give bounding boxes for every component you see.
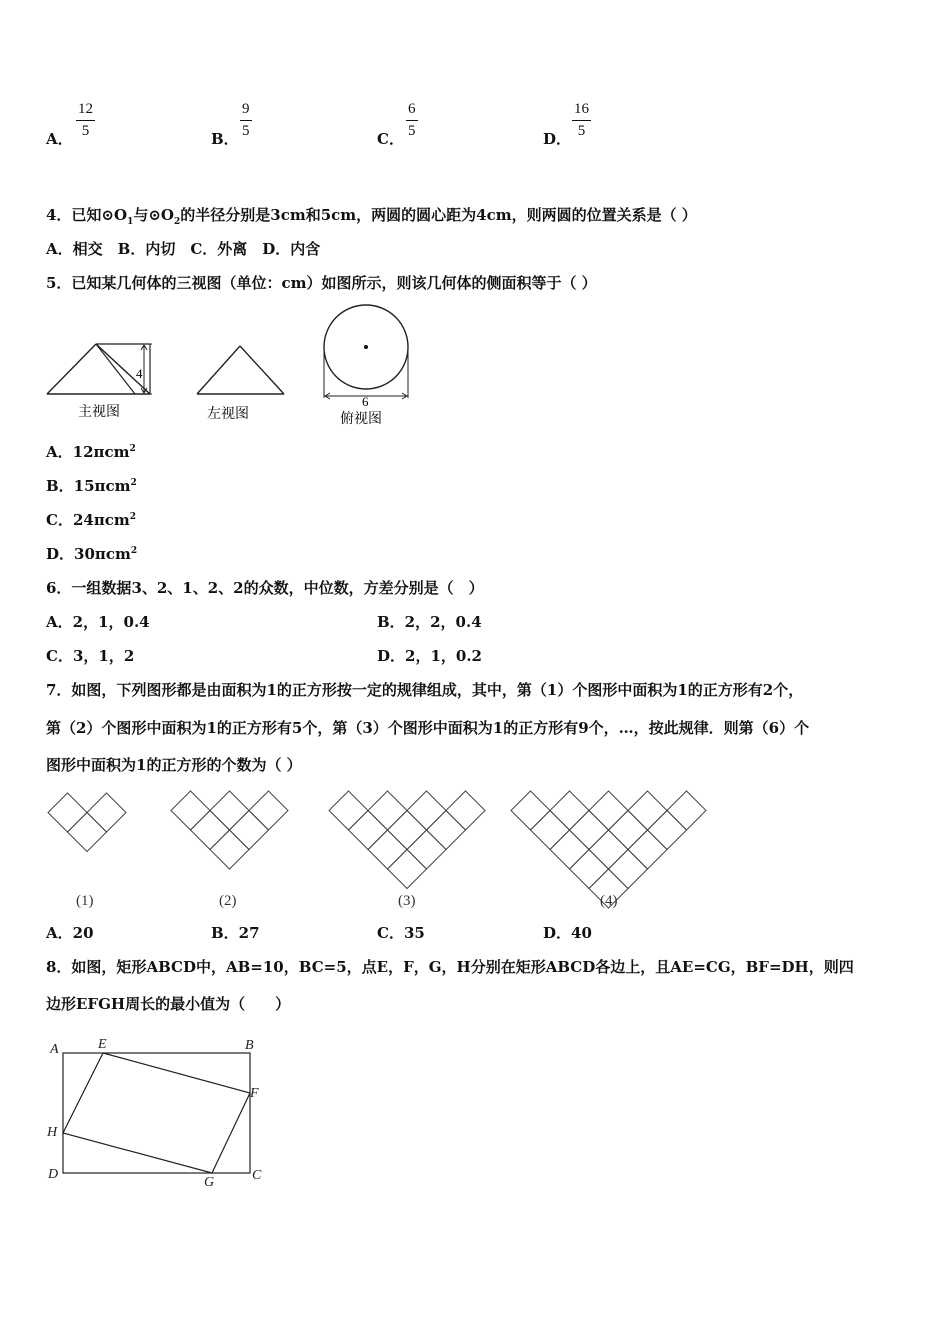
q3-option-a-denominator: 5 — [81, 123, 90, 139]
q3-option-c-fraction — [406, 101, 418, 140]
q3-option-c-letter: C． — [377, 130, 404, 148]
q5-option-b — [46, 475, 137, 496]
q3-option-b-denominator: 5 — [242, 123, 250, 139]
q7-square-fig4-r3-c0 — [570, 850, 609, 889]
q4-sub2: 2 — [173, 217, 181, 227]
q7-square-fig4-r0-c3 — [628, 791, 667, 830]
q7-square-fig2-r2-c0 — [210, 830, 249, 869]
q7-square-fig4-r1-c1 — [570, 811, 609, 850]
width-label: 6 — [362, 394, 369, 409]
q5-option-b-text: B．15πcm — [46, 477, 131, 495]
q4-stem-part1: 4．已知⊙O — [46, 206, 128, 224]
q3-option-c-numerator: 6 — [406, 101, 418, 121]
q7-caption-4: (4) — [600, 893, 618, 909]
q5-option-c-sup: 2 — [129, 512, 137, 522]
q7-square-fig4-r1-c2 — [609, 811, 648, 850]
label-e: E — [98, 1037, 107, 1052]
q7-square-fig4-r2-c2 — [628, 830, 667, 869]
q7-square-fig4-r0-c1 — [550, 791, 589, 830]
q7-square-fig3-r0-c1 — [368, 791, 407, 830]
q7-square-fig4-r0-c4 — [667, 791, 706, 830]
q7-square-fig1-r1-c0 — [68, 813, 107, 852]
q7-square-fig3-r2-c0 — [368, 830, 407, 869]
q3-option-b-fraction — [240, 101, 252, 140]
q5-option-d-text: D．30πcm — [46, 545, 131, 563]
q7-square-fig3-r0-c2 — [407, 791, 446, 830]
q7-square-fig4-r3-c1 — [609, 850, 648, 889]
q7-square-fig3-r0-c0 — [329, 791, 368, 830]
q7-square-fig4-r2-c0 — [550, 830, 589, 869]
q4-stem — [46, 204, 697, 227]
q3-option-b-letter: B． — [211, 130, 239, 148]
q7-square-fig4-r0-c2 — [589, 791, 628, 830]
label-b: B — [245, 1038, 254, 1053]
q7-square-fig4-r1-c3 — [648, 811, 687, 850]
q8-stem-line1: 8．如图，矩形ABCD中，AB=10，BC=5，点E，F，G，H分别在矩形ABCD各边上，且AE=CG，BF=DH，则四 — [46, 958, 854, 976]
q7-square-fig4-r1-c0 — [531, 811, 570, 850]
left-view-caption: 左视图 — [207, 407, 249, 422]
q3-option-c-denominator: 5 — [408, 123, 416, 139]
q7-option-a: A．20 — [46, 924, 94, 942]
q5-option-a-text: A．12πcm — [46, 443, 130, 461]
q4-stem-part2: 与⊙O — [133, 206, 174, 224]
label-h: H — [47, 1125, 58, 1140]
q3-option-d-letter: D． — [543, 130, 572, 148]
front-view-caption: 主视图 — [78, 405, 120, 420]
q5-option-a — [46, 441, 136, 462]
q6-option-b: B．2，2，0.4 — [377, 613, 482, 631]
q7-square-fig2-r1-c1 — [230, 811, 269, 850]
q7-square-fig4-r2-c1 — [589, 830, 628, 869]
q5-option-d — [46, 543, 137, 564]
top-view-caption: 俯视图 — [340, 412, 382, 427]
q7-square-fig1-r0-c1 — [87, 793, 126, 832]
q7-square-fig3-r0-c3 — [446, 791, 485, 830]
q3-option-b-numerator: 9 — [240, 101, 252, 121]
label-d: D — [48, 1167, 59, 1182]
label-g: G — [204, 1175, 215, 1190]
q8-rectangle-figure — [40, 1030, 280, 1190]
q3-option-a-numerator: 12 — [76, 101, 95, 121]
q5-option-c-text: C．24πcm — [46, 511, 130, 529]
q7-caption-2: (2) — [219, 893, 237, 909]
q6-stem: 6．一组数据3、2、1、2、2的众数，中位数，方差分别是（ ） — [46, 579, 484, 597]
q7-square-fig3-r3-c0 — [388, 850, 427, 889]
q4-stem-part3: 的半径分别是3cm和5cm，两圆的圆心距为4cm，则两圆的位置关系是（ ） — [180, 206, 697, 224]
q3-option-d-numerator: 16 — [572, 101, 591, 121]
q5-stem: 5．已知某几何体的三视图（单位：cm）如图所示，则该几何体的侧面积等于（ ） — [46, 274, 597, 292]
q7-stem-line2: 第（2）个图形中面积为1的正方形有5个，第（3）个图形中面积为1的正方形有9个，…，按此规律．则第（6）个 — [46, 719, 810, 737]
q5-option-c — [46, 509, 136, 530]
q5-option-a-sup: 2 — [129, 444, 136, 454]
q7-square-fig3-r1-c0 — [349, 811, 388, 850]
q7-option-b: B．27 — [211, 924, 260, 942]
q7-caption-1: (1) — [76, 893, 94, 909]
q7-stem-line3: 图形中面积为1的正方形的个数为（ ） — [46, 756, 302, 774]
q3-option-a-fraction — [76, 101, 95, 140]
q7-square-patterns — [48, 791, 706, 908]
q7-option-c: C．35 — [377, 924, 425, 942]
rectangle-abcd — [63, 1053, 250, 1173]
q8-stem-line2: 边形EFGH周长的最小值为（ ） — [46, 995, 291, 1013]
q7-square-fig3-r2-c1 — [407, 830, 446, 869]
q7-square-fig1-r0-c0 — [48, 793, 87, 832]
q7-square-fig2-r1-c0 — [191, 811, 230, 850]
height-label: 4 — [136, 366, 143, 381]
q7-square-fig3-r1-c1 — [388, 811, 427, 850]
q7-stem-line1: 7．如图，下列图形都是由面积为1的正方形按一定的规律组成，其中，第（1）个图形中面积为1的正方形有2个， — [46, 681, 804, 699]
q3-option-d-fraction — [572, 101, 591, 140]
q4-sub1: 1 — [127, 217, 134, 227]
q7-square-fig2-r0-c1 — [210, 791, 249, 830]
q5-three-views-figure — [40, 300, 440, 432]
q7-square-fig4-r0-c0 — [511, 791, 550, 830]
q5-option-d-sup: 2 — [130, 546, 138, 556]
q3-option-d-denominator: 5 — [577, 123, 586, 139]
q7-square-fig3-r1-c2 — [427, 811, 466, 850]
q6-option-c: C．3，1，2 — [46, 647, 135, 665]
top-view — [324, 305, 408, 399]
q7-option-d: D．40 — [543, 924, 592, 942]
quadrilateral-efgh — [63, 1053, 250, 1173]
q4-options: A．相交 B．内切 C．外离 D．内含 — [46, 240, 321, 258]
left-view — [197, 346, 284, 394]
q7-square-fig2-r0-c0 — [171, 791, 210, 830]
label-f: F — [250, 1086, 259, 1101]
label-c: C — [252, 1168, 262, 1183]
q7-caption-3: (3) — [398, 893, 416, 909]
q6-option-d: D．2，1，0.2 — [377, 647, 482, 665]
q7-square-fig2-r0-c2 — [249, 791, 288, 830]
q5-option-b-sup: 2 — [130, 478, 137, 488]
q6-option-a: A．2，1，0.4 — [46, 613, 150, 631]
label-a: A — [50, 1042, 59, 1057]
q7-square-patterns-figure — [40, 783, 720, 915]
q3-option-a-letter: A． — [46, 130, 73, 148]
